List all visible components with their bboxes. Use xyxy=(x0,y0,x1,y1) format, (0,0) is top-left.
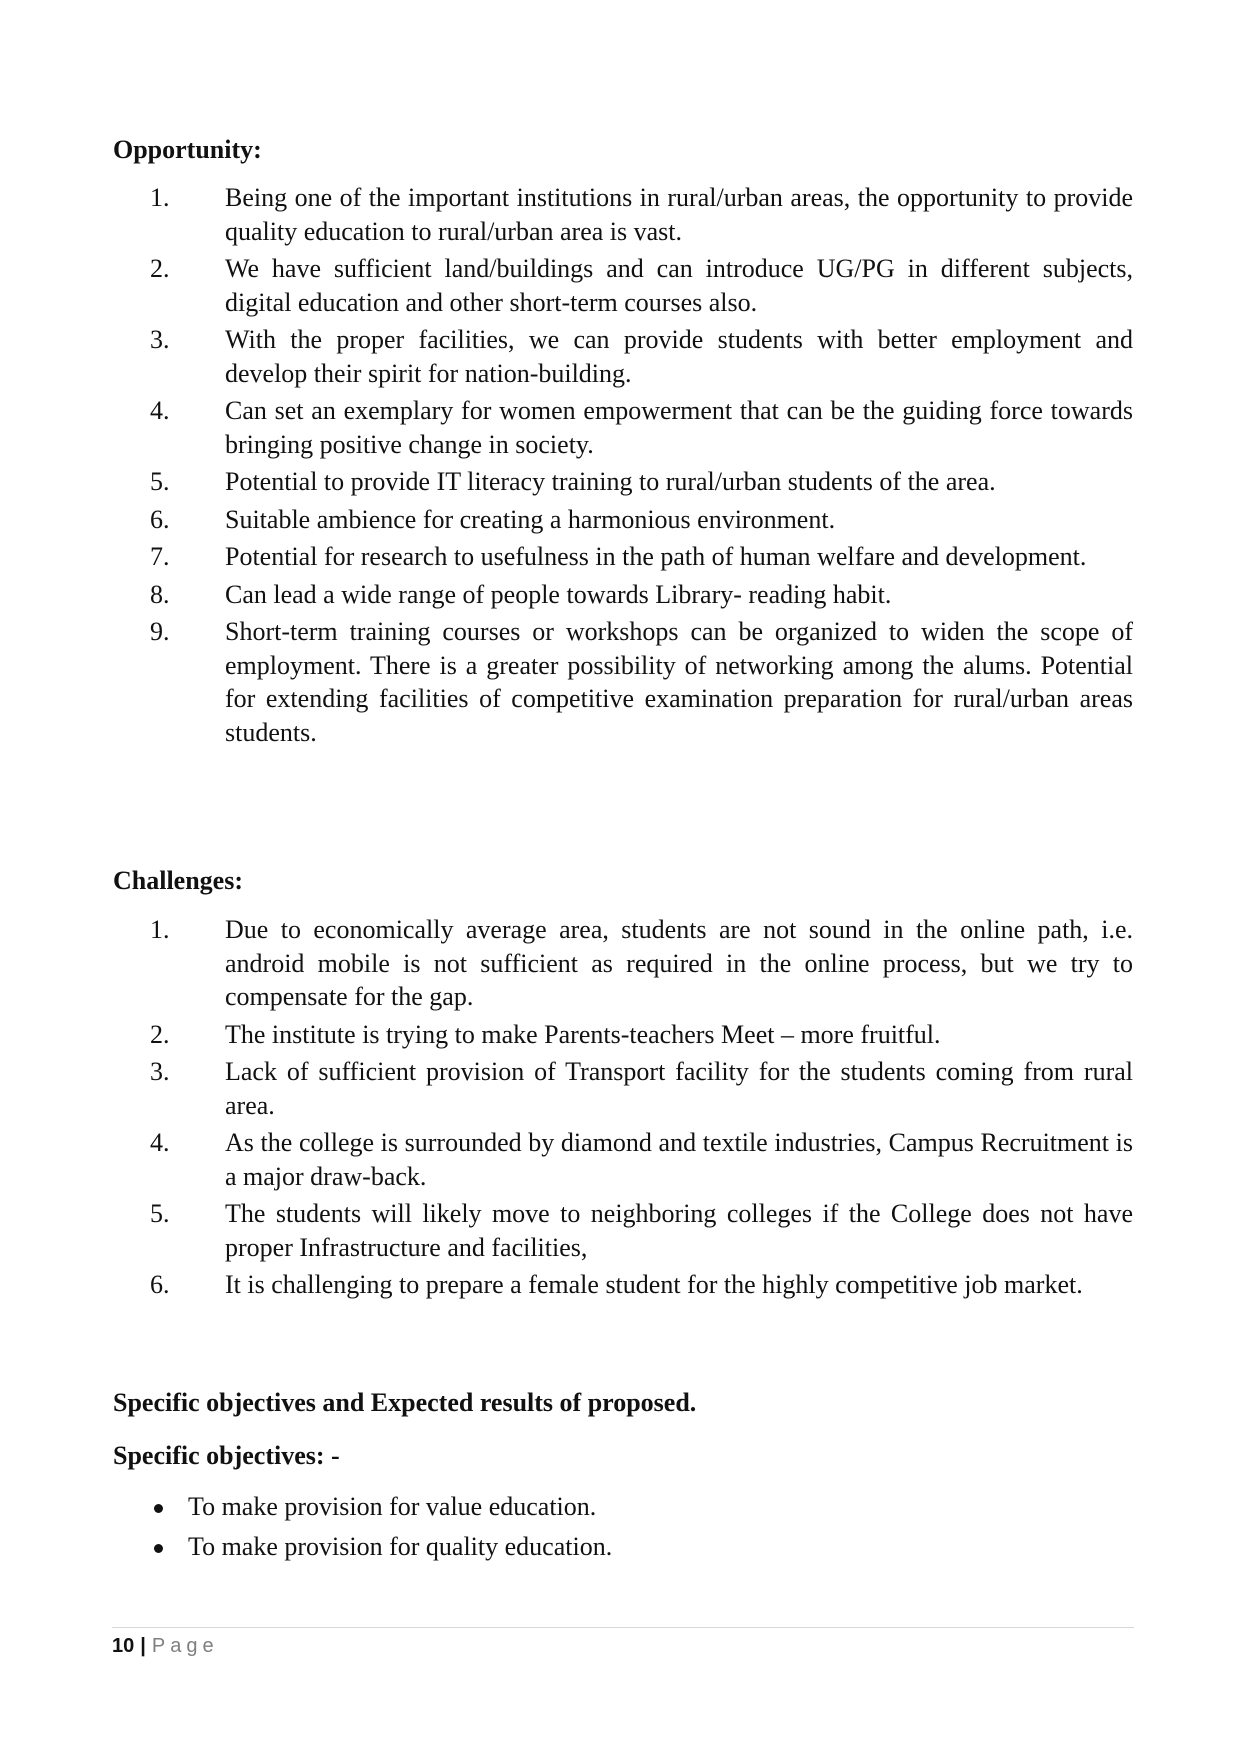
item-text: The students will likely move to neighboring colleges if the College does not have proper Infrastructure and facilities, xyxy=(225,1199,1133,1262)
challenges-list xyxy=(113,913,1133,1306)
objectives-list xyxy=(150,1490,1130,1569)
item-number: 8. xyxy=(150,579,170,609)
item-text: Being one of the important institutions in rural/urban areas, the opportunity to provide quality education to rural/urban area is vast. xyxy=(225,183,1133,246)
list-item xyxy=(113,1268,1133,1302)
list-item xyxy=(113,181,1133,248)
list-item xyxy=(113,503,1133,537)
item-number: 9. xyxy=(150,617,170,646)
item-number: 3. xyxy=(150,1057,170,1086)
page-label: Page xyxy=(151,1635,219,1657)
item-text: As the college is surrounded by diamond and textile industries, Campus Recruitment is a major draw-back. xyxy=(225,1128,1133,1191)
item-text: With the proper facilities, we can provide students with better employment and develop their spirit for nation-building. xyxy=(225,325,1133,388)
item-text: Potential for research to usefulness in the path of human welfare and development. xyxy=(225,542,1087,571)
challenges-heading: Challenges: xyxy=(113,866,243,895)
item-number: 1. xyxy=(150,183,170,212)
list-item xyxy=(113,1055,1133,1122)
item-number: 7. xyxy=(150,542,170,571)
item-text: Can set an exemplary for women empowerment that can be the guiding force towards bringing positive change in society. xyxy=(225,396,1133,459)
item-number: 4. xyxy=(150,1128,170,1157)
item-number: 3. xyxy=(150,325,170,354)
item-number: 5. xyxy=(150,1199,170,1228)
item-text: The institute is trying to make Parents-teachers Meet – more fruitful. xyxy=(225,1019,941,1049)
opportunity-list xyxy=(113,181,1133,753)
item-number: 2. xyxy=(150,1019,170,1049)
item-number: 1. xyxy=(150,915,170,944)
item-number: 2. xyxy=(150,254,170,283)
item-text: Suitable ambience for creating a harmonious environment. xyxy=(225,504,836,534)
item-number: 6. xyxy=(150,1270,170,1299)
list-item xyxy=(113,465,1133,499)
objectives-main-heading: Specific objectives and Expected results of proposed. xyxy=(113,1388,697,1417)
footer-divider xyxy=(112,1627,1134,1628)
list-item xyxy=(113,578,1133,612)
list-item xyxy=(113,540,1133,574)
footer-separator: | xyxy=(140,1635,146,1657)
list-item xyxy=(113,252,1133,319)
item-text: Due to economically average area, students are not sound in the online path, i.e. android mobile is not sufficient as required in the online process, but we try to compensate for the gap. xyxy=(225,915,1133,1011)
bullet-icon xyxy=(154,1504,163,1513)
list-item xyxy=(113,323,1133,390)
page-footer xyxy=(112,1632,219,1660)
list-item xyxy=(150,1490,1130,1524)
item-text: Short-term training courses or workshops can be organized to widen the scope of employment. There is a greater possibility of networking among the alums. Potential for extending facilities of competitive examination preparation for rural/urban areas students. xyxy=(225,617,1133,747)
item-text: To make provision for value education. xyxy=(188,1492,597,1521)
list-item xyxy=(113,1018,1133,1052)
item-number: 6. xyxy=(150,504,170,534)
item-text: Can lead a wide range of people towards Library- reading habit. xyxy=(225,579,892,609)
list-item xyxy=(113,615,1133,749)
item-number: 4. xyxy=(150,396,170,425)
list-item xyxy=(113,1197,1133,1264)
item-text: Potential to provide IT literacy training to rural/urban students of the area. xyxy=(225,467,996,496)
bullet-icon xyxy=(154,1544,163,1553)
objectives-sub-heading: Specific objectives: - xyxy=(113,1441,340,1470)
list-item xyxy=(150,1530,1130,1564)
item-text: We have sufficient land/buildings and can introduce UG/PG in different subjects, digital education and other short-term courses also. xyxy=(225,254,1133,317)
opportunity-heading: Opportunity: xyxy=(113,135,262,164)
list-item xyxy=(113,1126,1133,1193)
item-text: It is challenging to prepare a female student for the highly competitive job market. xyxy=(225,1270,1083,1299)
item-number: 5. xyxy=(150,467,170,496)
item-text: Lack of sufficient provision of Transport facility for the students coming from rural area. xyxy=(225,1057,1133,1120)
item-text: To make provision for quality education. xyxy=(188,1531,613,1561)
page-number: 10 xyxy=(112,1635,135,1657)
list-item xyxy=(113,913,1133,1014)
list-item xyxy=(113,394,1133,461)
